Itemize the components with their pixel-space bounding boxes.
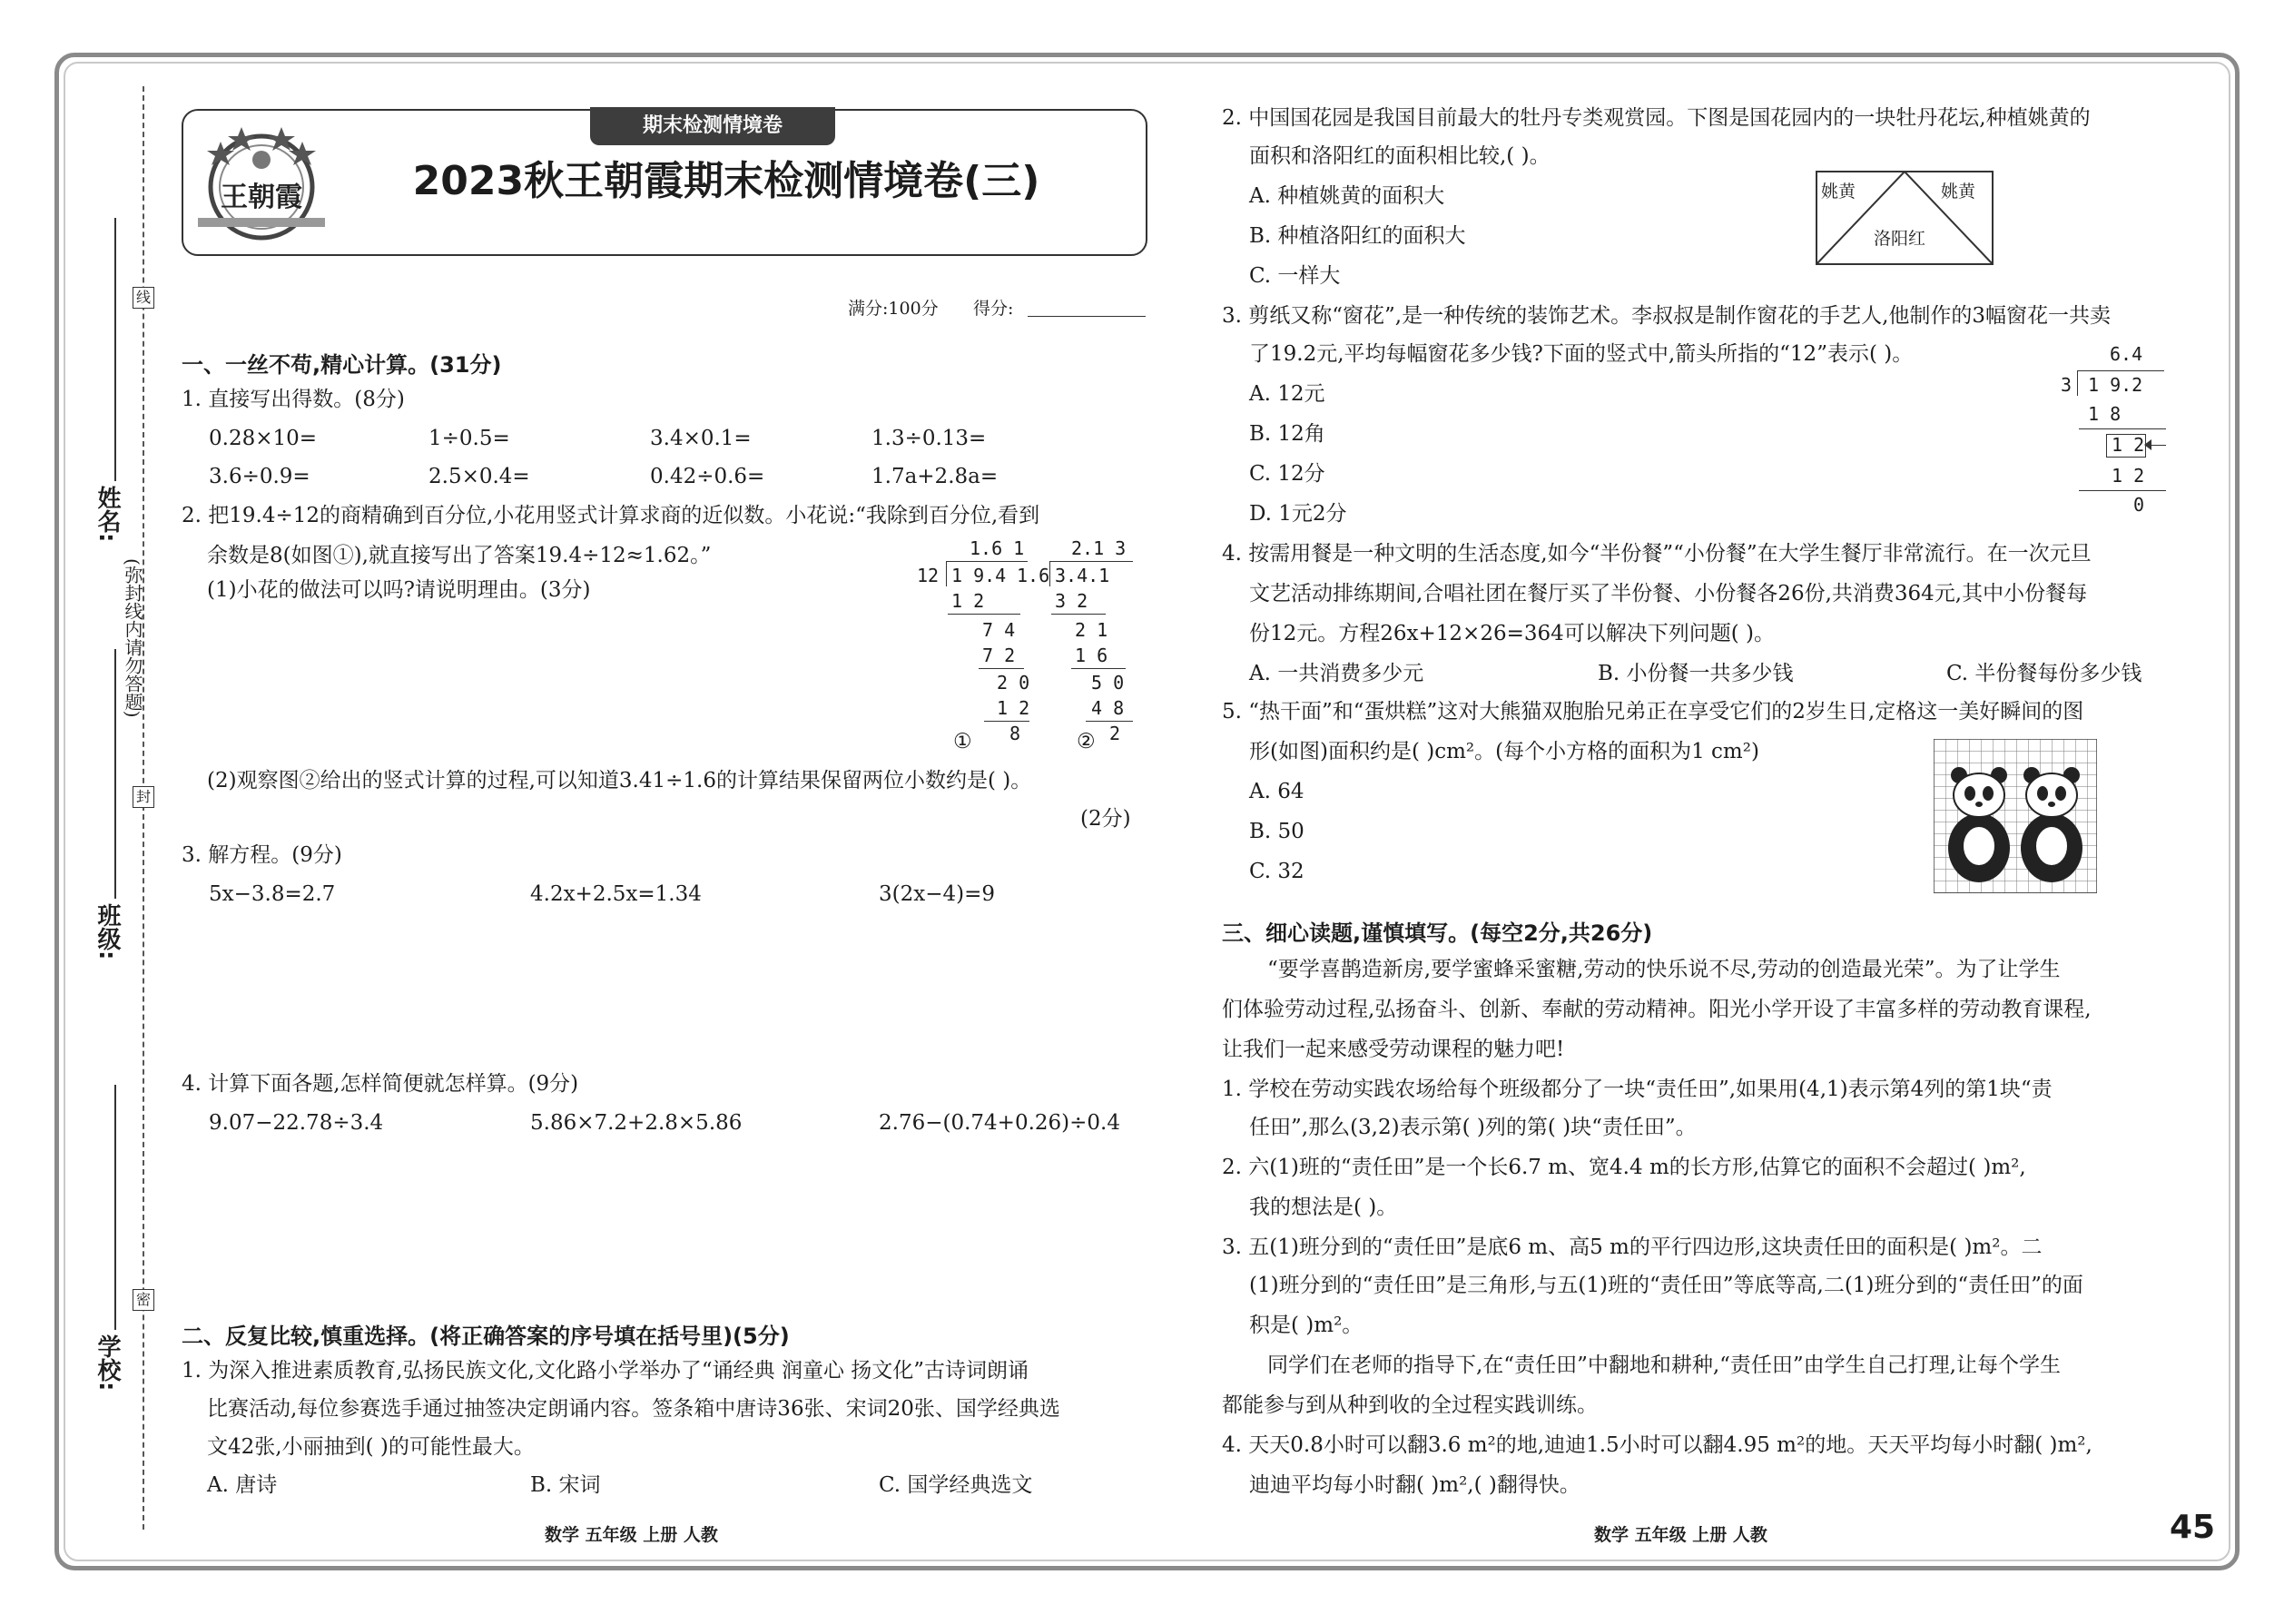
division-dividend: 3.4.1 — [1055, 565, 1110, 586]
question-1-3: 3. 解方程。(9分) — [182, 843, 342, 867]
full-score: 满分:100分 — [848, 299, 939, 319]
division-quotient: 6.4 — [2110, 343, 2143, 365]
calc-item: 3.4×0.1= — [650, 427, 752, 450]
option-a[interactable]: A. 唐诗 — [207, 1473, 278, 1497]
intro-line: “要学喜鹊造新房,要学蜜蜂采蜜糖,劳动的快乐说不尽,劳动的创造最光荣”。为了让学生 — [1267, 958, 2061, 981]
intro-line: 们体验劳动过程,弘扬奋斗、创新、奉献的劳动精神。阳光小学开设了丰富多样的劳动教育课程, — [1222, 998, 2092, 1021]
expression-item: 9.07−22.78÷3.4 — [209, 1111, 384, 1135]
question-2-5-line2: 形(如图)面积约是( )cm²。(每个小方格的面积为1 cm²) — [1249, 740, 1759, 763]
section-3-title: 三、细心读题,谨慎填写。(每空2分,共26分) — [1222, 920, 1653, 946]
option-b[interactable]: B. 小份餐一共多少钱 — [1598, 662, 1794, 685]
division-divisor: 1.6 — [1017, 565, 1050, 586]
equation-item: 3(2x−4)=9 — [879, 882, 995, 906]
option-b[interactable]: B. 种植洛阳红的面积大 — [1249, 224, 1466, 248]
intro-line: 同学们在老师的指导下,在“责任田”中翻地和耕种,“责任田”由学生自己打理,让每个学生 — [1267, 1353, 2061, 1377]
division-divisor: 12 — [917, 565, 940, 586]
seal-mark-line: 线 — [133, 287, 154, 309]
figure-label-2: ② — [1077, 730, 1096, 753]
seal-mark-secret: 密 — [133, 1289, 154, 1311]
division-quotient: 1.6 1 — [970, 537, 1025, 559]
division-dividend: 1 9.4 — [951, 565, 1007, 586]
intro-line: 让我们一起来感受劳动课程的魅力吧! — [1222, 1038, 1565, 1061]
division-step: 2 0 — [997, 672, 1030, 694]
division-remainder: 0 — [2133, 494, 2145, 516]
score-field[interactable] — [1028, 316, 1146, 317]
question-3-3-line3: 积是( )m²。 — [1249, 1314, 1364, 1337]
page-number: 45 — [2170, 1509, 2216, 1546]
flower-bed-figure — [1816, 171, 1994, 265]
option-c[interactable]: C. 32 — [1249, 860, 1305, 883]
division-dividend: 1 9.2 — [2088, 374, 2143, 396]
seal-notice: (弥封线内请勿答题) — [122, 558, 143, 718]
question-2-1-line1: 1. 为深入推进素质教育,弘扬民族文化,文化路小学举办了“诵经典 润童心 扬文化”古诗词朗诵 — [182, 1359, 1029, 1383]
class-field[interactable] — [114, 649, 116, 899]
question-1-4: 4. 计算下面各题,怎样简便就怎样算。(9分) — [182, 1072, 579, 1096]
school-field[interactable] — [114, 1085, 116, 1330]
division-step: 4 8 — [1091, 697, 1125, 719]
flower-label: 姚黄 — [1941, 182, 1976, 202]
question-2-3-line1: 3. 剪纸又称“窗花”,是一种传统的装饰艺术。李叔叔是制作窗花的手艺人,他制作的3幅窗花一共卖 — [1222, 304, 2112, 328]
brand-logo-text: 王朝霞 — [221, 182, 302, 213]
division-step: 2 1 — [1075, 619, 1108, 641]
division-step: 7 2 — [982, 645, 1016, 666]
question-1-2-line1: 2. 把19.4÷12的商精确到百分位,小花用竖式计算求商的近似数。小花说:“我除到百分位,看到 — [182, 504, 1040, 527]
page-title: 2023秋王朝霞期末检测情境卷(三) — [412, 158, 1040, 204]
equation-item: 5x−3.8=2.7 — [209, 882, 336, 906]
calc-item: 2.5×0.4= — [428, 465, 530, 488]
option-a[interactable]: A. 64 — [1249, 780, 1305, 803]
footer-right: 数学 五年级 上册 人教 — [1594, 1525, 1767, 1545]
division-quotient: 2.1 3 — [1071, 537, 1127, 559]
calc-item: 0.42÷0.6= — [650, 465, 765, 488]
question-2-4-line2: 文艺活动排练期间,合唱社团在餐厅买了半份餐、小份餐各26份,共消费364元,其中小份餐每 — [1249, 582, 2088, 605]
question-3-2-line1: 2. 六(1)班的“责任田”是一个长6.7 m、宽4.4 m的长方形,估算它的面积不会超过( )m², — [1222, 1156, 2026, 1179]
option-a[interactable]: A. 种植姚黄的面积大 — [1249, 184, 1445, 208]
option-c[interactable]: C. 一样大 — [1249, 264, 1341, 288]
question-3-1-line2: 任田”,那么(3,2)表示第( )列的第( )块“责任田”。 — [1249, 1116, 1697, 1139]
division-remainder: 2 — [1109, 723, 1121, 744]
question-2-5-line1: 5. “热干面”和“蛋烘糕”这对大熊猫双胞胎兄弟正在享受它们的2岁生日,定格这一美好瞬间的图 — [1222, 700, 2084, 723]
equation-item: 4.2x+2.5x=1.34 — [530, 882, 702, 906]
option-c[interactable]: C. 半份餐每份多少钱 — [1946, 662, 2142, 685]
name-label: 姓名: — [94, 486, 121, 543]
question-1-2-sub2: (2)观察图②给出的竖式计算的过程,可以知道3.41÷1.6的计算结果保留两位小数约是( )。 — [207, 769, 1032, 792]
long-division-1 — [915, 537, 1033, 755]
flower-label: 姚黄 — [1821, 182, 1856, 202]
option-b[interactable]: B. 12角 — [1249, 422, 1325, 446]
section-2-title: 二、反复比较,慎重选择。(将正确答案的序号填在括号里)(5分) — [182, 1324, 790, 1349]
calc-item: 1.3÷0.13= — [871, 427, 987, 450]
question-2-2-line1: 2. 中国国花园是我国目前最大的牡丹专类观赏园。下图是国花园内的一块牡丹花坛,种植姚黄的 — [1222, 106, 2091, 130]
question-2-3-line2: 了19.2元,平均每幅窗花多少钱?下面的竖式中,箭头所指的“12”表示( )。 — [1249, 342, 1914, 366]
header-ribbon: 期末检测情境卷 — [590, 107, 835, 145]
division-step: 7 4 — [982, 619, 1016, 641]
option-c[interactable]: C. 12分 — [1249, 462, 1325, 486]
class-label: 班级: — [94, 903, 121, 960]
intro-line: 都能参与到从种到收的全过程实践训练。 — [1222, 1393, 1598, 1417]
calc-item: 1÷0.5= — [428, 427, 510, 450]
option-d[interactable]: D. 1元2分 — [1249, 502, 1347, 526]
panda-grid-figure — [1934, 739, 2097, 893]
division-step: 5 0 — [1091, 672, 1125, 694]
question-1-1: 1. 直接写出得数。(8分) — [182, 388, 405, 411]
option-c[interactable]: C. 国学经典选文 — [879, 1473, 1033, 1497]
division-step: 1 2 — [2112, 465, 2145, 487]
question-3-2-line2: 我的想法是( )。 — [1249, 1196, 1398, 1219]
option-b[interactable]: B. 50 — [1249, 820, 1305, 843]
question-2-1-line3: 文42张,小丽抽到( )的可能性最大。 — [207, 1435, 535, 1459]
division-step: 1 2 — [951, 590, 985, 612]
question-2-4-line1: 4. 按需用餐是一种文明的生活态度,如今“半份餐”“小份餐”在大学生餐厅非常流行。在一次元旦 — [1222, 542, 2092, 566]
question-3-3-line2: (1)班分到的“责任田”是三角形,与五(1)班的“责任田”等底等高,二(1)班分到的“责任田”的面 — [1249, 1274, 2083, 1297]
seal-mark-seal: 封 — [133, 786, 154, 808]
figure-label-1: ① — [953, 730, 972, 753]
division-step: 1 8 — [2088, 403, 2122, 425]
name-field[interactable] — [114, 218, 116, 481]
option-b[interactable]: B. 宋词 — [530, 1473, 601, 1497]
school-label: 学校: — [94, 1334, 121, 1392]
calc-item: 3.6÷0.9= — [209, 465, 310, 488]
score-label: 得分: — [973, 299, 1014, 319]
question-2-2-line2: 面积和洛阳红的面积相比较,( )。 — [1249, 144, 1551, 168]
expression-item: 5.86×7.2+2.8×5.86 — [530, 1111, 743, 1135]
flower-label: 洛阳红 — [1874, 229, 1926, 249]
calc-item: 0.28×10= — [209, 427, 318, 450]
question-3-4-line1: 4. 天天0.8小时可以翻3.6 m²的地,迪迪1.5小时可以翻4.95 m²的地。天天平均每小时翻( )m², — [1222, 1433, 2092, 1457]
division-remainder: 8 — [1009, 723, 1021, 744]
question-3-1-line1: 1. 学校在劳动实践农场给每个班级都分了一块“责任田”,如果用(4,1)表示第4列的第1块“责 — [1222, 1078, 2053, 1101]
option-a[interactable]: A. 一共消费多少元 — [1249, 662, 1424, 685]
option-a[interactable]: A. 12元 — [1249, 382, 1325, 406]
question-3-4-line2: 迪迪平均每小时翻( )m²,( )翻得快。 — [1249, 1473, 1580, 1497]
question-3-3-line1: 3. 五(1)班分到的“责任田”是底6 m、高5 m的平行四边形,这块责任田的面积是( )m²。二 — [1222, 1235, 2043, 1259]
long-division-2 — [1017, 537, 1144, 755]
long-division-3 — [2061, 343, 2170, 525]
calc-item: 1.7a+2.8a= — [871, 465, 999, 488]
division-step: 1 2 — [997, 697, 1030, 719]
question-2-1-line2: 比赛活动,每位参赛选手通过抽签决定朗诵内容。签条箱中唐诗36张、宋词20张、国学经典选 — [207, 1397, 1060, 1421]
question-1-2-sub2-score: (2分) — [1080, 807, 1131, 831]
question-1-2-sub1: (1)小花的做法可以吗?请说明理由。(3分) — [207, 578, 591, 602]
question-2-4-line3: 份12元。方程26x+12×26=364可以解决下列问题( )。 — [1249, 622, 1776, 645]
expression-item: 2.76−(0.74+0.26)÷0.4 — [879, 1111, 1120, 1135]
footer-left: 数学 五年级 上册 人教 — [545, 1525, 718, 1545]
section-1-title: 一、一丝不苟,精心计算。(31分) — [182, 352, 502, 378]
division-divisor: 3 — [2061, 374, 2072, 396]
brand-logo — [198, 116, 325, 243]
division-step: 1 6 — [1075, 645, 1108, 666]
division-step: 3 2 — [1055, 590, 1088, 612]
question-1-2-line2: 余数是8(如图①),就直接写出了答案19.4÷12≈1.62。” — [207, 544, 712, 567]
division-step-highlighted: 1 2 — [2112, 434, 2145, 456]
